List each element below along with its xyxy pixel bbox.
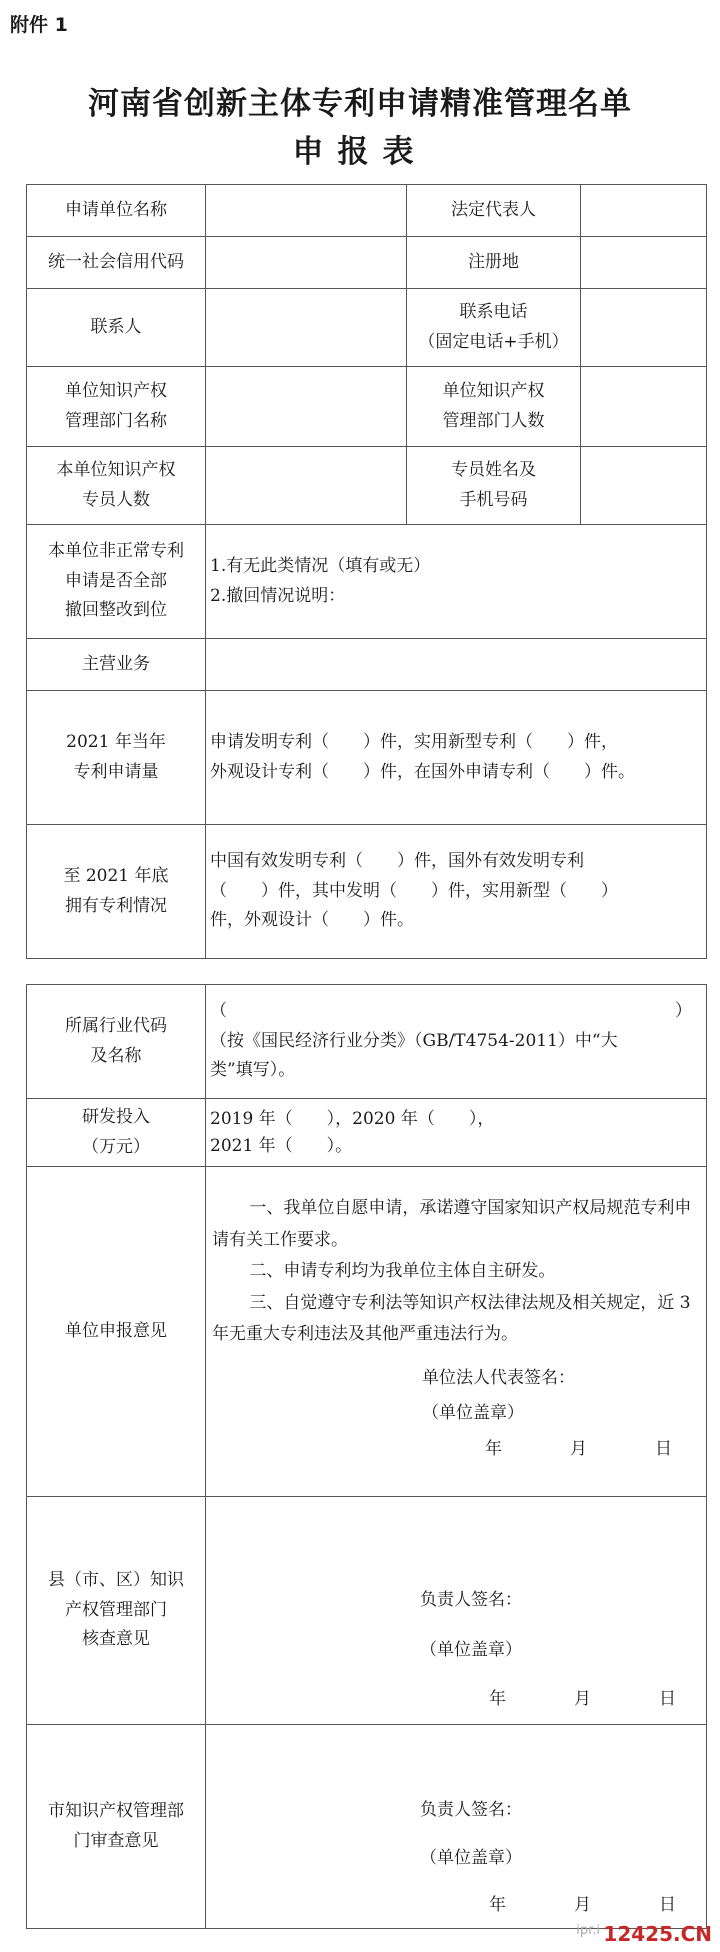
city-date-day: 日 [659,1895,676,1916]
contact-phone-label-line2: （固定电话+手机） [418,331,569,352]
apply-2021-line1: 申请发明专利（ ）件，实用新型专利（ ）件， [210,731,618,752]
city-review-field[interactable] [206,1725,707,1929]
form-subtitle: 申报表 [292,134,428,170]
ip-staff-count-field[interactable] [206,447,407,525]
industry-label-line2: 及名称 [90,1045,142,1066]
credit-code-label: 统一社会信用代码 [27,237,206,289]
opinion-paragraph-2: 二、申请专利均为我单位主体自主研发。 [249,1261,556,1282]
ip-staff-count-label-line1: 本单位知识产权 [56,459,176,480]
ip-dept-count-field[interactable] [581,367,707,447]
opinion-paragraph-3: 三、自觉遵守专利法等知识产权法律法规及相关规定，近 3 年无重大专利违法及其他严重违法行为。 [212,1292,691,1345]
opinion-paragraph-1: 一、我单位自愿申请，承诺遵守国家知识产权局规范专利申请有关工作要求。 [212,1198,692,1250]
city-signature: 负责人签名： [420,1799,522,1820]
contact-phone-label [407,289,581,367]
county-label-line3: 核查意见 [82,1629,150,1650]
applicant-name-label: 申请单位名称 [27,185,206,237]
owned-patent-field[interactable] [206,825,707,959]
city-seal: （单位盖章） [420,1847,522,1868]
abnormal-label-line2: 申请是否全部 [65,570,167,591]
owned-line3: 件，外观设计（ ）件。 [210,910,414,931]
site-watermark: 12425.CN [603,1922,712,1946]
contact-label: 联系人 [27,289,206,367]
city-date-month: 月 [574,1895,591,1916]
city-date [210,1888,702,1924]
industry-code-field[interactable] [206,985,707,1099]
industry-close-paren: ） [675,1000,692,1021]
opinion-date-day: 日 [655,1438,672,1459]
abnormal-item-2: 2.撤回情况说明： [210,585,346,606]
rd-line2: 2021 年（ ）。 [210,1135,353,1156]
apply-2021-line2: 外观设计专利（ ）件，在国外申请专利（ ）件。 [210,761,635,782]
owned-line2: （ ）件，其中发明（ ）件，实用新型（ ） [210,880,618,901]
staff-name-phone-label [407,447,581,525]
owned-line1: 中国有效发明专利（ ）件，国外有效发明专利 [210,850,584,871]
staff-name-phone-field[interactable] [581,447,707,525]
applicant-info-table [26,184,707,959]
declaration-table [26,984,707,1929]
ip-dept-count-label [407,367,581,447]
county-seal: （单位盖章） [420,1639,522,1660]
legal-rep-field[interactable] [581,185,707,237]
rd-label-line2: （万元） [82,1136,150,1157]
rd-line1: 2019 年（ ），2020 年（ ）， [210,1109,495,1130]
opinion-date [212,1432,698,1468]
apply-2021-label-line2: 专利申请量 [73,761,159,782]
rd-investment-label [27,1099,206,1167]
ip-dept-name-field[interactable] [206,367,407,447]
county-review-field[interactable] [206,1497,707,1725]
opinion-signature: 单位法人代表签名： [422,1367,575,1388]
owned-label-line1: 至 2021 年底 [63,865,169,886]
reg-place-field[interactable] [581,237,707,289]
county-review-label [27,1497,206,1725]
abnormal-patent-field[interactable] [206,525,707,639]
county-signature: 负责人签名： [420,1589,522,1610]
ip-staff-count-label [27,447,206,525]
city-label-line1: 市知识产权管理部 [48,1800,184,1821]
county-date [210,1682,702,1718]
abnormal-item-1: 1.有无此类情况（填有或无） [210,555,431,576]
ip-dept-count-label-line2: 管理部门人数 [442,410,545,431]
opinion-seal: （单位盖章） [422,1403,524,1424]
ip-dept-count-label-line1: 单位知识产权 [442,380,545,401]
abnormal-label-line1: 本单位非正常专利 [48,540,184,561]
ip-dept-name-label [27,367,206,447]
ip-dept-name-label-line2: 管理部门名称 [65,410,167,431]
apply-2021-label [27,691,206,825]
form-title: 河南省创新主体专利申请精准管理名单 [88,86,632,122]
rd-investment-field[interactable] [206,1099,707,1167]
county-label-line1: 县（市、区）知识 [48,1569,184,1590]
unit-opinion-field[interactable] [206,1167,707,1497]
credit-code-field[interactable] [206,237,407,289]
reg-place-label: 注册地 [407,237,581,289]
staff-name-phone-label-line1: 专员姓名及 [451,459,536,480]
faint-watermark: ipr.i [576,1923,600,1938]
opinion-date-year: 年 [485,1438,502,1459]
main-business-field[interactable] [206,639,707,691]
county-label-line2: 产权管理部门 [65,1599,167,1620]
owned-label-line2: 拥有专利情况 [65,895,167,916]
ip-staff-count-label-line2: 专员人数 [82,489,150,510]
industry-open-paren: （ [210,1000,227,1021]
county-date-day: 日 [659,1689,676,1710]
opinion-date-month: 月 [570,1438,587,1459]
industry-note-line2: 类”填写）。 [210,1060,296,1081]
county-date-month: 月 [574,1689,591,1710]
applicant-name-field[interactable] [206,185,407,237]
county-date-year: 年 [489,1689,506,1710]
abnormal-label-line3: 撤回整改到位 [65,600,167,621]
owned-patent-label [27,825,206,959]
industry-note-line1: （按《国民经济行业分类》（GB/T4754-2011）中“大 [210,1030,618,1051]
city-label-line2: 门审查意见 [73,1830,159,1851]
city-date-year: 年 [489,1895,506,1916]
contact-phone-field[interactable] [581,289,707,367]
apply-2021-label-line1: 2021 年当年 [66,731,166,752]
unit-opinion-label: 单位申报意见 [27,1167,206,1497]
legal-rep-label: 法定代表人 [407,185,581,237]
main-business-label: 主营业务 [27,639,206,691]
rd-label-line1: 研发投入 [82,1106,150,1127]
industry-code-label [27,985,206,1099]
ip-dept-name-label-line1: 单位知识产权 [65,380,167,401]
staff-name-phone-label-line2: 手机号码 [459,489,528,510]
city-review-label [27,1725,206,1929]
industry-label-line1: 所属行业代码 [65,1015,167,1036]
attachment-label: 附件 1 [10,14,68,36]
abnormal-patent-label [27,525,206,639]
contact-phone-label-line1: 联系电话 [459,301,528,322]
contact-field[interactable] [206,289,407,367]
apply-2021-field[interactable] [206,691,707,825]
